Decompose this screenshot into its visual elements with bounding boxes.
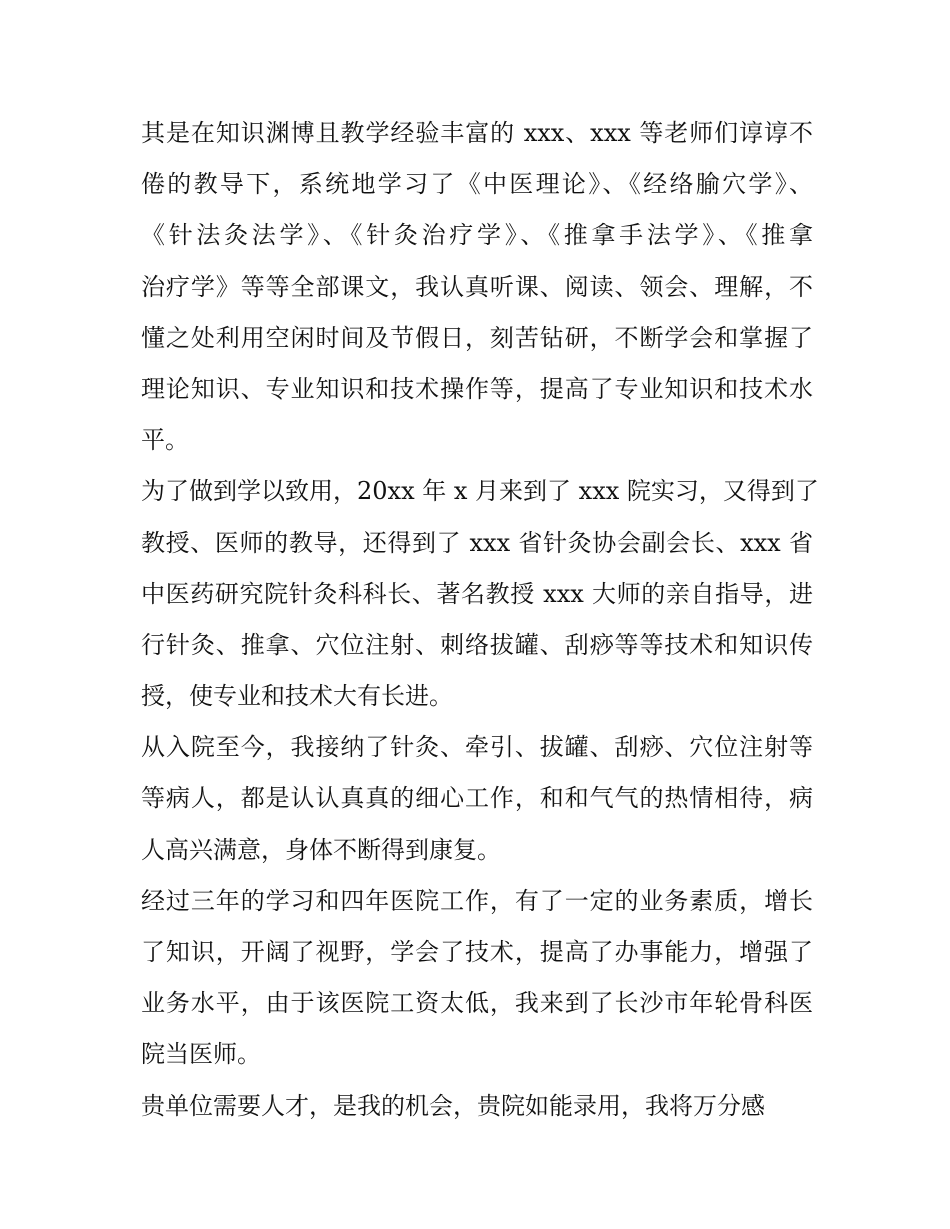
text-line: 教授、医师的教导，还得到了 xxx 省针灸协会副会长、xxx 省 xyxy=(141,528,813,557)
text-line: 为了做到学以致用，20xx 年 x 月来到了 xxx 院实习，又得到了 xyxy=(141,477,819,506)
text-line: 人高兴满意，身体不断得到康复。 xyxy=(141,835,501,864)
text-line: 院当医师。 xyxy=(141,1040,261,1069)
paragraph-5 xyxy=(141,1081,813,1132)
text-line: 懂之处利用空闲时间及节假日，刻苦钻研，不断学会和掌握了 xyxy=(141,323,813,352)
text-line: 治疗学》等等全部课文，我认真听课、阅读、领会、理解，不 xyxy=(141,272,813,301)
text-line: 其是在知识渊博且教学经验丰富的 xxx、xxx 等老师们谆谆不 xyxy=(141,119,813,147)
text-line: 等病人，都是认认真真的细心工作，和和气气的热情相待，病 xyxy=(141,784,813,813)
text-line: 行针灸、推拿、穴位注射、刺络拔罐、刮痧等等技术和知识传 xyxy=(141,630,813,659)
paragraph-2 xyxy=(141,466,819,722)
text-line: 业务水平，由于该医院工资太低，我来到了长沙市年轮骨科医 xyxy=(141,989,813,1018)
text-line: 授，使专业和技术大有长进。 xyxy=(141,682,453,711)
document-body xyxy=(141,108,819,1132)
paragraph-1 xyxy=(141,108,813,466)
text-line: 了知识，开阔了视野，学会了技术，提高了办事能力，增强了 xyxy=(141,938,813,966)
text-line: 从入院至今，我接纳了针灸、牵引、拔罐、刮痧、穴位注射等 xyxy=(141,733,813,762)
text-line: 倦的教导下，系统地学习了《中医理论》、《经络腧穴学》、 xyxy=(141,170,813,199)
text-line: 贵单位需要人才，是我的机会，贵院如能录用，我将万分感 xyxy=(141,1091,765,1120)
text-line: 中医药研究院针灸科科长、著名教授 xxx 大师的亲自指导，进 xyxy=(141,579,813,608)
text-line: 平。 xyxy=(141,426,189,455)
paragraph-3 xyxy=(141,722,813,876)
text-line: 理论知识、专业知识和技术操作等，提高了专业知识和技术水 xyxy=(141,374,813,403)
text-line: 《针法灸法学》、《针灸治疗学》、《推拿手法学》、《推拿 xyxy=(141,221,813,250)
paragraph-4 xyxy=(141,876,813,1081)
text-line: 经过三年的学习和四年医院工作，有了一定的业务素质，增长 xyxy=(141,886,813,915)
